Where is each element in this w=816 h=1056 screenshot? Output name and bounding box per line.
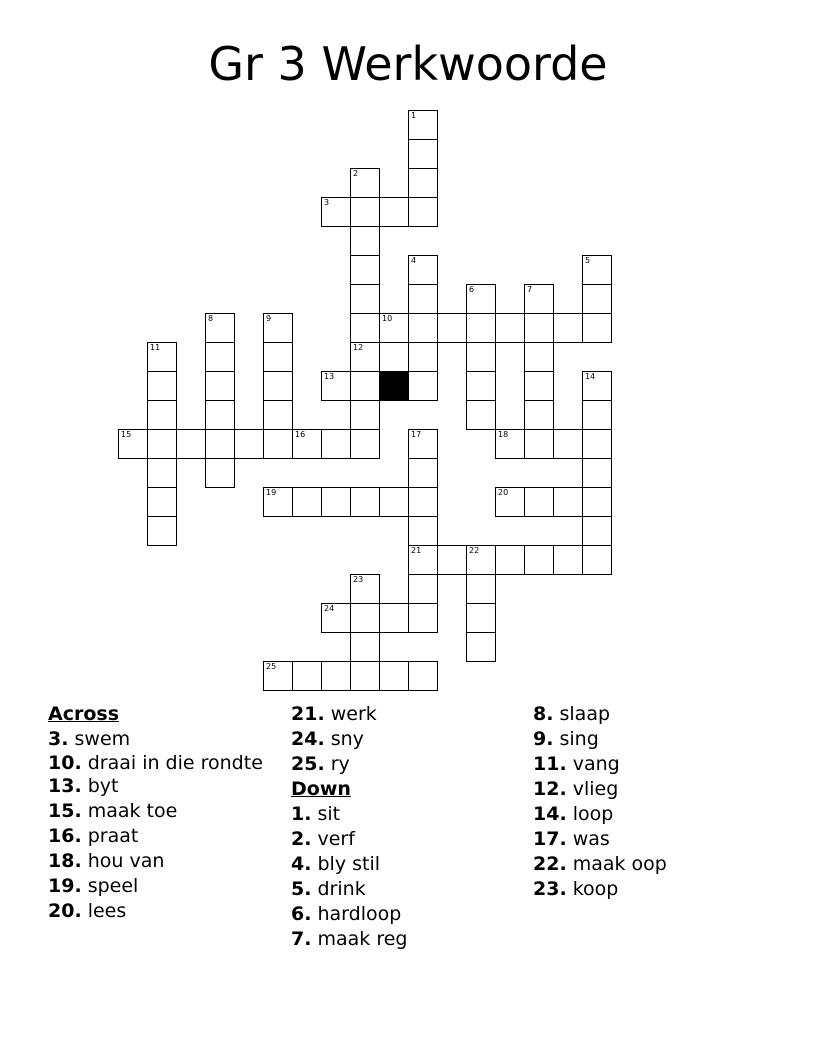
grid-cell[interactable] — [321, 197, 351, 227]
clue-text: draai in die rondte — [87, 752, 263, 774]
clue-number: 14. — [533, 803, 567, 825]
clue-text: drink — [317, 878, 366, 900]
clue-text: lees — [87, 900, 127, 922]
grid-cell[interactable] — [350, 487, 380, 517]
clue-down-9 — [533, 727, 758, 752]
cell-number: 1 — [411, 111, 417, 120]
clue-column-1 — [48, 702, 273, 924]
clue-text: loop — [572, 803, 614, 825]
clue-number: 20. — [48, 900, 82, 922]
grid-cell[interactable] — [379, 661, 409, 691]
clue-down-22 — [533, 852, 758, 877]
clue-text: hardloop — [317, 903, 402, 925]
grid-cell[interactable] — [408, 661, 438, 691]
clue-text: sit — [317, 803, 341, 825]
grid-cell[interactable] — [495, 313, 525, 343]
grid-cell[interactable] — [350, 342, 380, 372]
clue-number: 11. — [533, 753, 567, 775]
grid-cell[interactable] — [292, 429, 322, 459]
grid-cell[interactable] — [263, 313, 293, 343]
grid-cell[interactable] — [147, 342, 177, 372]
grid-cell[interactable] — [408, 313, 438, 343]
cell-number: 10 — [382, 314, 393, 323]
grid-cell[interactable] — [582, 516, 612, 546]
clue-down-7 — [291, 927, 516, 952]
grid-cell[interactable] — [408, 139, 438, 169]
cell-number: 5 — [585, 256, 591, 265]
clue-number: 24. — [291, 728, 325, 750]
cell-number: 12 — [353, 343, 364, 352]
across-heading: Across — [48, 703, 120, 725]
clue-number: 23. — [533, 878, 567, 900]
grid-cell[interactable] — [408, 255, 438, 285]
clue-number: 1. — [291, 803, 312, 825]
cell-number: 20 — [498, 488, 509, 497]
grid-cell[interactable] — [350, 168, 380, 198]
clue-text: hou van — [87, 850, 165, 872]
clue-number: 10. — [48, 752, 82, 774]
cell-number: 14 — [585, 372, 596, 381]
clue-number: 25. — [291, 753, 325, 775]
clue-text: praat — [87, 825, 139, 847]
grid-cell[interactable] — [553, 429, 583, 459]
down-heading: Down — [291, 778, 351, 800]
grid-cell[interactable] — [263, 429, 293, 459]
clue-text: speel — [87, 875, 139, 897]
grid-cell[interactable] — [379, 487, 409, 517]
grid-cell[interactable] — [292, 487, 322, 517]
clue-across-16 — [48, 824, 273, 849]
grid-cell[interactable] — [408, 516, 438, 546]
grid-cell[interactable] — [147, 371, 177, 401]
grid-cell[interactable] — [350, 255, 380, 285]
grid-cell[interactable] — [408, 545, 438, 575]
clue-number: 8. — [533, 703, 554, 725]
grid-cell[interactable] — [205, 342, 235, 372]
clue-number: 4. — [291, 853, 312, 875]
grid-cell[interactable] — [321, 603, 351, 633]
cell-number: 19 — [266, 488, 277, 497]
grid-cell[interactable] — [524, 545, 554, 575]
grid-cell[interactable] — [350, 429, 380, 459]
grid-cell[interactable] — [118, 429, 148, 459]
page-title: Gr 3 Werkwoorde — [208, 37, 608, 91]
grid-cell[interactable] — [524, 487, 554, 517]
grid-cell[interactable] — [466, 284, 496, 314]
grid-cell[interactable] — [205, 371, 235, 401]
grid-cell[interactable] — [582, 429, 612, 459]
grid-cell[interactable] — [350, 313, 380, 343]
cell-number: 8 — [208, 314, 214, 323]
clue-down-4 — [291, 852, 516, 877]
grid-cell[interactable] — [408, 458, 438, 488]
clue-down-23 — [533, 877, 758, 902]
clue-text: was — [572, 828, 610, 850]
clue-across-18 — [48, 849, 273, 874]
grid-cell[interactable] — [350, 632, 380, 662]
clue-down-1 — [291, 802, 516, 827]
clue-text: werk — [330, 703, 377, 725]
grid-cell[interactable] — [379, 197, 409, 227]
clue-down-17 — [533, 827, 758, 852]
cell-number: 25 — [266, 662, 277, 671]
clue-down-6 — [291, 902, 516, 927]
clue-across-21 — [291, 702, 516, 727]
cell-number: 2 — [353, 169, 359, 178]
grid-cell[interactable] — [408, 603, 438, 633]
grid-cell[interactable] — [350, 284, 380, 314]
clue-text: vang — [572, 753, 620, 775]
grid-cell[interactable] — [553, 545, 583, 575]
grid-cell[interactable] — [321, 429, 351, 459]
grid-cell[interactable] — [263, 487, 293, 517]
grid-cell[interactable] — [147, 516, 177, 546]
grid-cell[interactable] — [582, 545, 612, 575]
grid-cell[interactable] — [437, 313, 467, 343]
clue-across-10 — [48, 752, 273, 774]
grid-cell[interactable] — [524, 371, 554, 401]
clue-column-3 — [533, 702, 758, 902]
clue-number: 21. — [291, 703, 325, 725]
grid-cell[interactable] — [350, 371, 380, 401]
grid-cell[interactable] — [408, 371, 438, 401]
cell-number: 11 — [150, 343, 161, 352]
clue-text: bly stil — [317, 853, 381, 875]
cell-number: 22 — [469, 546, 480, 555]
clue-across-15 — [48, 799, 273, 824]
clue-number: 2. — [291, 828, 312, 850]
clue-text: maak reg — [317, 928, 408, 950]
grid-cell[interactable] — [408, 284, 438, 314]
grid-cell[interactable] — [350, 574, 380, 604]
grid-cell[interactable] — [263, 371, 293, 401]
grid-cell[interactable] — [524, 284, 554, 314]
grid-cell[interactable] — [553, 313, 583, 343]
grid-cell[interactable] — [553, 487, 583, 517]
grid-cell[interactable] — [466, 603, 496, 633]
grid-cell[interactable] — [205, 458, 235, 488]
clue-number: 6. — [291, 903, 312, 925]
grid-cell[interactable] — [205, 313, 235, 343]
clue-down-2 — [291, 827, 516, 852]
grid-cell[interactable] — [408, 429, 438, 459]
cell-number: 4 — [411, 256, 417, 265]
clue-number: 13. — [48, 775, 82, 797]
grid-cell[interactable] — [147, 458, 177, 488]
grid-cell[interactable] — [147, 400, 177, 430]
grid-cell[interactable] — [350, 603, 380, 633]
grid-cell[interactable] — [495, 429, 525, 459]
grid-cell[interactable] — [408, 168, 438, 198]
clue-text: swem — [74, 728, 131, 750]
clue-down-11 — [533, 752, 758, 777]
grid-cell[interactable] — [408, 342, 438, 372]
clue-text: ry — [330, 753, 350, 775]
grid-cell[interactable] — [466, 313, 496, 343]
grid-cell[interactable] — [205, 429, 235, 459]
clue-number: 17. — [533, 828, 567, 850]
clue-text: slaap — [559, 703, 611, 725]
grid-cell[interactable] — [263, 400, 293, 430]
cell-number: 18 — [498, 430, 509, 439]
clue-text: byt — [87, 775, 119, 797]
clue-number: 16. — [48, 825, 82, 847]
grid-cell[interactable] — [321, 371, 351, 401]
grid-cell[interactable] — [408, 487, 438, 517]
grid-cell[interactable] — [582, 313, 612, 343]
clue-text: maak toe — [87, 800, 178, 822]
grid-cell[interactable] — [350, 661, 380, 691]
grid-cell[interactable] — [582, 255, 612, 285]
grid-cell[interactable] — [379, 603, 409, 633]
clue-text: koop — [572, 878, 619, 900]
cell-number: 3 — [324, 198, 330, 207]
clue-across-20 — [48, 899, 273, 924]
grid-cell[interactable] — [205, 400, 235, 430]
grid-cell[interactable] — [466, 371, 496, 401]
grid-cell[interactable] — [147, 429, 177, 459]
grid-cell[interactable] — [524, 342, 554, 372]
grid-cell[interactable] — [147, 487, 177, 517]
cell-number: 9 — [266, 314, 272, 323]
clue-down-8 — [533, 702, 758, 727]
grid-cell[interactable] — [524, 429, 554, 459]
grid-cell[interactable] — [466, 400, 496, 430]
grid-cell[interactable] — [466, 342, 496, 372]
grid-cell[interactable] — [234, 429, 264, 459]
clue-down-12 — [533, 777, 758, 802]
clue-text: maak oop — [572, 853, 667, 875]
grid-cell[interactable] — [321, 661, 351, 691]
grid-cell[interactable] — [408, 197, 438, 227]
grid-cell[interactable] — [292, 661, 322, 691]
grid-cell[interactable] — [582, 487, 612, 517]
clue-across-24 — [291, 727, 516, 752]
clue-number: 18. — [48, 850, 82, 872]
clue-number: 15. — [48, 800, 82, 822]
grid-cell[interactable] — [466, 545, 496, 575]
grid-cell[interactable] — [379, 313, 409, 343]
cell-number: 16 — [295, 430, 306, 439]
clue-text: verf — [317, 828, 355, 850]
cell-number: 13 — [324, 372, 335, 381]
grid-cell[interactable] — [582, 284, 612, 314]
grid-cell[interactable] — [321, 487, 351, 517]
grid-cell[interactable] — [582, 458, 612, 488]
blocked-cell — [379, 371, 409, 401]
cell-number: 23 — [353, 575, 364, 584]
cell-number: 24 — [324, 604, 335, 613]
grid-cell[interactable] — [495, 487, 525, 517]
grid-cell[interactable] — [524, 313, 554, 343]
grid-cell[interactable] — [263, 661, 293, 691]
clue-across-13 — [48, 774, 273, 799]
clue-text: vlieg — [572, 778, 619, 800]
grid-cell[interactable] — [524, 400, 554, 430]
grid-cell[interactable] — [350, 226, 380, 256]
grid-cell[interactable] — [408, 110, 438, 140]
clue-number: 19. — [48, 875, 82, 897]
clue-text: sny — [330, 728, 364, 750]
grid-cell[interactable] — [582, 371, 612, 401]
clue-number: 22. — [533, 853, 567, 875]
cell-number: 17 — [411, 430, 422, 439]
clue-down-14 — [533, 802, 758, 827]
cell-number: 6 — [469, 285, 475, 294]
grid-cell[interactable] — [466, 632, 496, 662]
grid-cell[interactable] — [495, 545, 525, 575]
grid-cell[interactable] — [582, 400, 612, 430]
cell-number: 7 — [527, 285, 533, 294]
clue-text: sing — [559, 728, 599, 750]
grid-cell[interactable] — [408, 574, 438, 604]
clue-across-3 — [48, 727, 273, 752]
grid-cell[interactable] — [437, 545, 467, 575]
grid-cell[interactable] — [176, 429, 206, 459]
clue-down-5 — [291, 877, 516, 902]
clue-across-19 — [48, 874, 273, 899]
cell-number: 21 — [411, 546, 422, 555]
clue-column-2 — [291, 702, 516, 952]
grid-cell[interactable] — [350, 400, 380, 430]
grid-cell[interactable] — [466, 574, 496, 604]
clue-number: 7. — [291, 928, 312, 950]
clue-number: 9. — [533, 728, 554, 750]
grid-cell[interactable] — [350, 197, 380, 227]
grid-cell[interactable] — [263, 342, 293, 372]
clue-number: 3. — [48, 728, 69, 750]
cell-number: 15 — [121, 430, 132, 439]
clue-number: 12. — [533, 778, 567, 800]
clue-number: 5. — [291, 878, 312, 900]
clue-across-25 — [291, 752, 516, 777]
